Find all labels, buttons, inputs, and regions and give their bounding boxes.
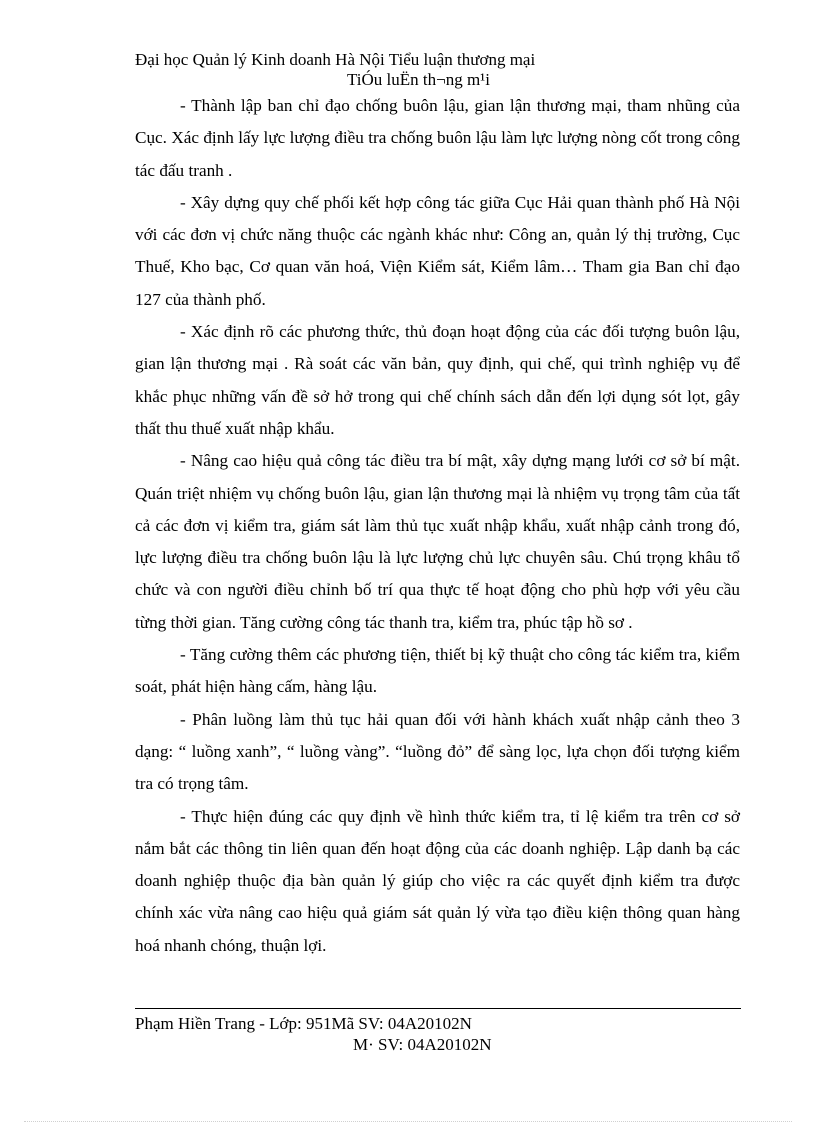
paragraph: - Phân luồng làm thủ tục hải quan đối với hành khách xuất nhập cảnh theo 3 dạng: “ luồng xanh”, “ luồng vàng”. “luồng đỏ” để sàng lọc, lựa chọn đối tượng kiểm tra có trọng tâm. xyxy=(135,709,740,794)
paragraph: - Xác định rõ các phương thức, thủ đoạn hoạt động của các đối tượng buôn lậu, gian lận thương mại . Rà soát các văn bản, quy định, qui chế, qui trình nghiệp vụ để khắc phục những vấn đề sở hở trong qui chế chính sách dẫn đến lợi dụng sót lọt, gây thất thu thuế xuất nhập khẩu. xyxy=(135,322,740,438)
page-bottom-edge xyxy=(24,1121,792,1122)
footer-divider xyxy=(135,1008,741,1009)
paragraph: - Tăng cường thêm các phương tiện, thiết bị kỹ thuật cho công tác kiểm tra, kiểm soát, phát hiện hàng cấm, hàng lậu. xyxy=(135,645,740,697)
page-footer-author: Phạm Hiền Trang - Lớp: 951Mã SV: 04A20102N xyxy=(135,1014,472,1033)
paragraph: - Thành lập ban chỉ đạo chống buôn lậu, gian lận thương mại, tham nhũng của Cục. Xác định lấy lực lượng điều tra chống buôn lậu làm lực lượng nòng cốt trong công tác đấu tranh . xyxy=(135,96,740,180)
paragraph: - Thực hiện đúng các quy định về hình thức kiểm tra, tỉ lệ kiểm tra trên cơ sở nắm bắt các thông tin liên quan đến hoạt động của các doanh nghiệp. Lập danh bạ các doanh nghiệp thuộc địa bàn quản lý giúp cho việc ra các quyết định kiểm tra được chính xác vừa nâng cao hiệu quả giám sát quản lý vừa tạo điều kiện thông quan hàng hoá nhanh chóng, thuận lợi. xyxy=(135,806,740,955)
paragraph: - Nâng cao hiệu quả công tác điều tra bí mật, xây dựng mạng lưới cơ sở bí mật. Quán triệt nhiệm vụ chống buôn lậu, gian lận thương mại là nhiệm vụ trọng tâm của tất cả các đơn vị kiểm tra, giám sát làm thủ tục xuất nhập khẩu, xuất nhập cảnh trong đó, lực lượng điều tra chống buôn lậu là lực lượng chủ lực chuyên sâu. Chú trọng khâu tổ chức và con người điều chỉnh bố trí qua thực tế hoạt động cho phù hợp với yêu cầu từng thời gian. Tăng cường công tác thanh tra, kiểm tra, phúc tập hồ sơ . xyxy=(135,451,740,632)
page-header-subtitle: TiÓu luËn th¬ng m¹i xyxy=(347,70,490,89)
page-header-title: Đại học Quản lý Kinh doanh Hà Nội Tiểu luận thương mại xyxy=(135,50,536,69)
document-body xyxy=(135,90,740,962)
page-footer-student-code: M· SV: 04A20102N xyxy=(353,1035,492,1054)
paragraph: - Xây dựng quy chế phối kết hợp công tác giữa Cục Hải quan thành phố Hà Nội với các đơn vị chức năng thuộc các ngành khác như: Công an, quản lý thị trường, Cục Thuế, Kho bạc, Cơ quan văn hoá, Viện Kiểm sát, Kiểm lâm… Tham gia Ban chỉ đạo 127 của thành phố. xyxy=(135,192,740,309)
